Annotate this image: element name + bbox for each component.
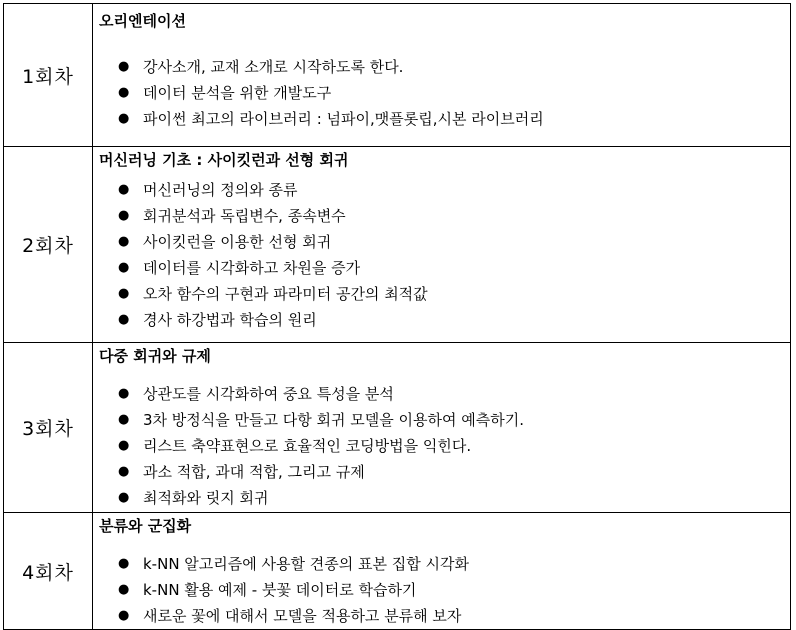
syllabus-table <box>3 3 791 630</box>
topic-list <box>99 381 790 511</box>
session-title: 오리엔테이션 <box>99 12 186 30</box>
session-label: 3회차 <box>4 343 93 513</box>
topic-item: ● k-NN 알고리즘에 사용할 견종의 표본 집합 시각화 <box>99 551 790 577</box>
topic-item: ● 강사소개, 교재 소개로 시작하도록 한다. <box>99 54 790 80</box>
topic-list <box>99 177 790 333</box>
session-title: 다중 회귀와 규제 <box>99 347 211 365</box>
topic-item: ● 과소 적합, 과대 적합, 그리고 규제 <box>99 459 790 485</box>
topic-item: ● 새로운 꽃에 대해서 모델을 적용하고 분류해 보자 <box>99 603 790 629</box>
topic-list <box>99 54 790 132</box>
session-content <box>93 4 791 147</box>
topic-item: ● 머신러닝의 정의와 종류 <box>99 177 790 203</box>
topic-item: ● 데이터를 시각화하고 차원을 증가 <box>99 255 790 281</box>
session-row-1 <box>4 4 791 147</box>
session-row-2 <box>4 147 791 343</box>
session-row-4 <box>4 513 791 630</box>
topic-item: ● 사이킷런을 이용한 선형 회귀 <box>99 229 790 255</box>
topic-item: ● 최적화와 릿지 회귀 <box>99 485 790 511</box>
topic-item: ● 리스트 축약표현으로 효율적인 코딩방법을 익힌다. <box>99 433 790 459</box>
topic-item: ● 3차 방정식을 만들고 다항 회귀 모델을 이용하여 예측하기. <box>99 407 790 433</box>
topic-list <box>99 551 790 629</box>
session-content <box>93 147 791 343</box>
session-content <box>93 343 791 513</box>
session-label: 1회차 <box>4 4 93 147</box>
session-title: 머신러닝 기초 : 사이킷런과 선형 회귀 <box>99 151 349 169</box>
topic-item: ● 경사 하강법과 학습의 원리 <box>99 307 790 333</box>
topic-item: ● k-NN 활용 예제 - 붓꽃 데이터로 학습하기 <box>99 577 790 603</box>
session-title: 분류와 군집화 <box>99 517 192 535</box>
topic-item: ● 데이터 분석을 위한 개발도구 <box>99 80 790 106</box>
session-label: 2회차 <box>4 147 93 343</box>
session-label: 4회차 <box>4 513 93 630</box>
session-row-3 <box>4 343 791 513</box>
session-content <box>93 513 791 630</box>
topic-item: ● 상관도를 시각화하여 중요 특성을 분석 <box>99 381 790 407</box>
topic-item: ● 오차 함수의 구현과 파라미터 공간의 최적값 <box>99 281 790 307</box>
topic-item: ● 회귀분석과 독립변수, 종속변수 <box>99 203 790 229</box>
topic-item: ● 파이썬 최고의 라이브러리 : 넘파이,맷플롯립,시본 라이브러리 <box>99 106 790 132</box>
